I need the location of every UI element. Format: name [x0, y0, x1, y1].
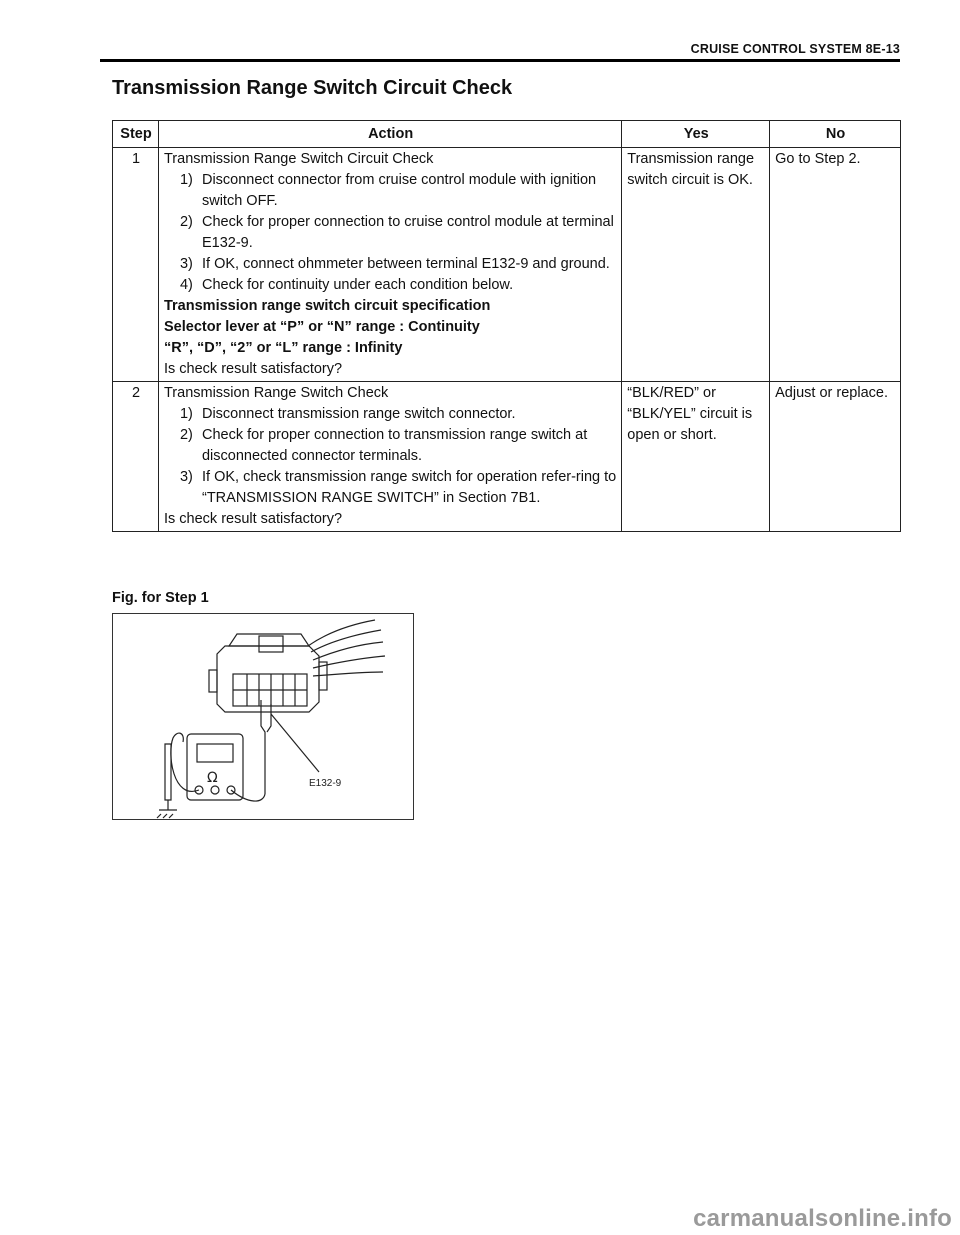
col-header-action: Action	[158, 121, 621, 148]
header-rule	[100, 59, 900, 62]
substep-text: Check for continuity under each condition below.	[201, 277, 514, 293]
connector-body	[217, 646, 319, 712]
ground-probe	[165, 744, 171, 800]
table-row	[113, 382, 901, 532]
action-cell	[158, 382, 621, 532]
substep-number: 3)	[179, 469, 193, 485]
substep-number: 2)	[179, 214, 193, 230]
spec-line: “R”, “D”, “2” or “L” range : Infinity	[163, 340, 403, 356]
connector-ohmmeter-diagram	[113, 614, 413, 819]
section-title: CRUISE CONTROL SYSTEM 8E-13	[690, 42, 900, 56]
action-cell	[158, 148, 621, 382]
probe-lead	[267, 704, 271, 732]
check-question: Is check result satisfactory?	[163, 361, 343, 377]
watermark: carmanualsonline.info	[693, 1205, 952, 1232]
substep-text: If OK, check transmission range switch for operation refer-ring to “TRANSMISSION RANGE SWITCH” in Section 7B1.	[201, 469, 617, 506]
table-header-row	[113, 121, 901, 148]
col-header-yes: Yes	[622, 121, 770, 148]
terminal-label: E132-9	[309, 778, 342, 789]
substep-text: Disconnect transmission range switch connector.	[201, 406, 516, 422]
ohm-symbol: Ω	[207, 770, 218, 786]
substep-number: 2)	[179, 427, 193, 443]
action-title: Transmission Range Switch Check	[163, 385, 389, 401]
no-cell: Go to Step 2.	[770, 148, 901, 382]
substep	[164, 425, 617, 467]
substep	[164, 275, 617, 296]
substep-text: Check for proper connection to transmission range switch at disconnected connector terminals.	[201, 427, 588, 464]
terminal-leader-line	[271, 714, 319, 772]
substep	[164, 170, 617, 212]
spec-heading: Transmission range switch circuit specification	[163, 298, 491, 314]
substep-number: 1)	[179, 172, 193, 188]
substep-number: 1)	[179, 406, 193, 422]
yes-cell: “BLK/RED” or “BLK/YEL” circuit is open or short.	[622, 382, 770, 532]
connector-latch	[209, 670, 217, 692]
page-header	[100, 38, 900, 62]
substep-number: 4)	[179, 277, 193, 293]
yes-cell: Transmission range switch circuit is OK.	[622, 148, 770, 382]
substep	[164, 254, 617, 275]
substep	[164, 404, 617, 425]
col-header-no: No	[770, 121, 901, 148]
connector-lock	[259, 636, 283, 652]
ground-symbol	[157, 814, 161, 818]
table-row	[113, 148, 901, 382]
page-title: Transmission Range Switch Circuit Check	[112, 77, 513, 99]
substep-number: 3)	[179, 256, 193, 272]
ohmmeter-display	[197, 744, 233, 762]
ground-symbol	[163, 814, 167, 818]
probe-lead	[261, 700, 265, 794]
substep	[164, 212, 617, 254]
ground-symbol	[169, 814, 173, 818]
check-question: Is check result satisfactory?	[163, 511, 343, 527]
ohmmeter-jack	[211, 786, 219, 794]
substep-text: Disconnect connector from cruise control module with ignition switch OFF.	[201, 172, 597, 209]
no-cell: Adjust or replace.	[770, 382, 901, 532]
spec-line: Selector lever at “P” or “N” range : Continuity	[163, 319, 480, 335]
substep	[164, 467, 617, 509]
action-title: Transmission Range Switch Circuit Check	[163, 151, 434, 167]
substep-text: If OK, connect ohmmeter between terminal E132-9 and ground.	[201, 256, 610, 272]
step-number: 2	[113, 382, 159, 532]
wire	[313, 672, 383, 676]
figure-caption: Fig. for Step 1	[112, 590, 209, 606]
substep-text: Check for proper connection to cruise control module at terminal E132-9.	[201, 214, 614, 251]
meter-lead	[171, 733, 199, 791]
step-number: 1	[113, 148, 159, 382]
col-header-step: Step	[113, 121, 159, 148]
connector-figure	[112, 613, 414, 820]
diagnostic-table	[112, 120, 901, 532]
